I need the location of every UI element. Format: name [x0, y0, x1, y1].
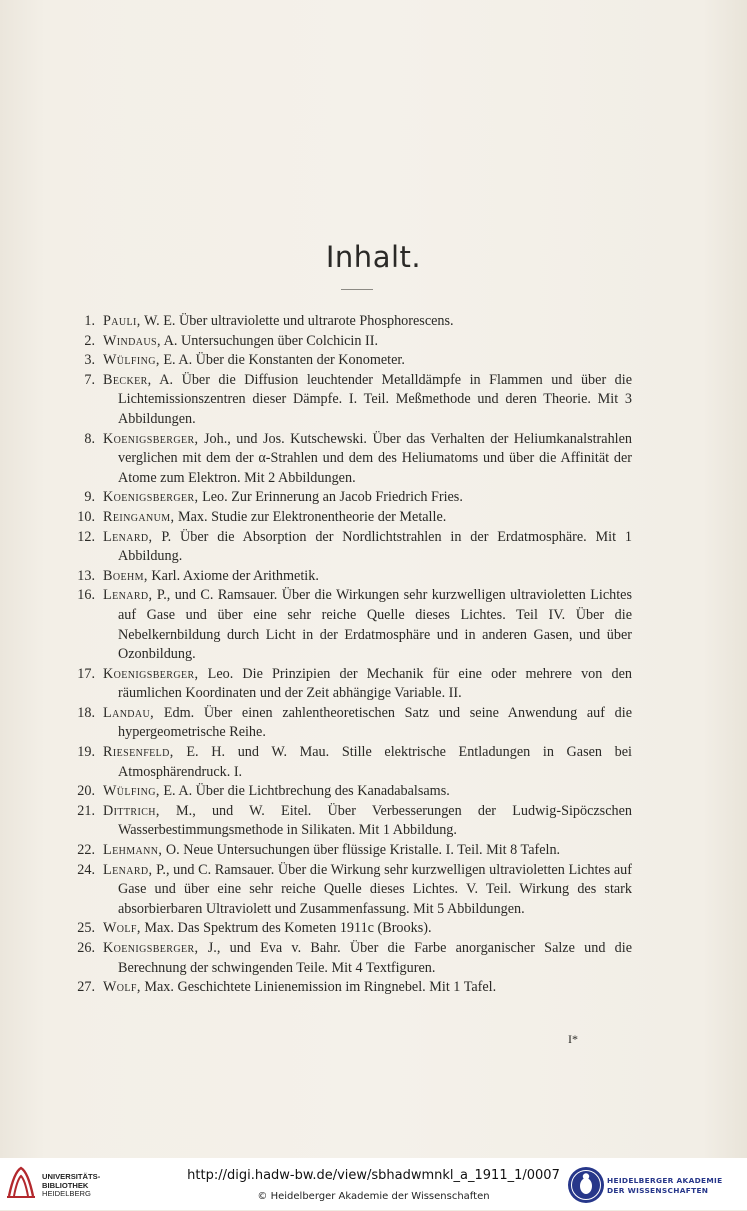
entry-number: 17. [77, 665, 95, 682]
entry-text [103, 351, 632, 371]
entry-text [103, 488, 632, 508]
toc-entry [70, 488, 632, 508]
entry-author: Wolf, [103, 920, 141, 937]
entry-author: Lenard, [103, 528, 153, 545]
entry-number: 25. [77, 920, 95, 937]
entry-author: Windaus, [103, 332, 161, 349]
entry-text [103, 508, 632, 528]
entry-author: Boehm, [103, 567, 148, 584]
entry-number: 12. [77, 528, 95, 545]
toc-entry [70, 841, 632, 861]
toc-entry [70, 802, 632, 841]
entry-text [103, 332, 632, 352]
entry-author: Lenard, [103, 587, 153, 604]
entry-author: Koenigsberger, [103, 430, 199, 447]
entry-text [103, 371, 632, 430]
entry-title: Leo. Zur Erinnerung an Jacob Friedrich Fries. [198, 489, 463, 506]
entry-number: 8. [84, 430, 95, 447]
entry-number: 16. [77, 587, 95, 604]
title-rule [341, 289, 373, 290]
entry-number: 2. [84, 332, 95, 349]
page-title: Inhalt. [325, 240, 422, 274]
entry-number: 24. [77, 861, 95, 878]
toc-entry [70, 665, 632, 704]
academy-logo-line-2: DER WISSENSCHAFTEN [607, 1186, 709, 1195]
toc-entry [70, 528, 632, 567]
entry-number: 26. [77, 940, 95, 956]
entry-text [103, 586, 632, 664]
entry-title: Max. Studie zur Elektronentheorie der Metalle. [174, 508, 447, 525]
entry-text [103, 743, 632, 782]
entry-author: Lehmann, [103, 842, 163, 859]
toc-entry [70, 567, 632, 587]
entry-number: 27. [77, 979, 95, 996]
entry-title: P., und C. Ramsauer. Über die Wirkung sehr kurzwelligen ultravioletten Lichtes auf Gase und über eine sehr reiche Quelle dieses Lichtes. V. Teil. Wirkung des stark absorbierbaren Ultraviolett und Zusammenfassung. Mit 5 Abbildungen. [118, 861, 632, 917]
entry-number: 19. [77, 744, 95, 761]
entry-author: Wülfing, [103, 783, 160, 800]
entry-author: Wolf, [103, 979, 141, 996]
toc-entry [70, 861, 632, 920]
entry-title: E. H. und W. Mau. Stille elektrische Entladungen in Gasen bei Atmosphärendruck. I. [118, 744, 632, 780]
entry-number: 3. [84, 352, 95, 369]
toc-entry [70, 586, 632, 664]
entry-text [103, 802, 632, 841]
entry-author: Dittrich, [103, 802, 160, 819]
entry-author: Koenigsberger, [103, 665, 199, 682]
entry-text [103, 841, 632, 861]
signature-mark: I* [568, 1032, 578, 1046]
entry-title: A. Untersuchungen über Colchicin II. [160, 332, 379, 349]
entry-title: Max. Geschichtete Linienemission im Ringnebel. Mit 1 Tafel. [140, 979, 497, 996]
entry-author: Wülfing, [103, 352, 160, 369]
toc-entry [70, 939, 632, 978]
toc-entry [70, 782, 632, 802]
entry-author: Becker, [103, 371, 152, 388]
entry-title: Leo. Die Prinzipien der Mechanik für eine oder mehrere von den räumlichen Koordinaten und der Zeit abhängige Variable. II. [118, 665, 632, 702]
entry-number: 20. [77, 783, 95, 800]
entry-text [103, 919, 632, 939]
academy-seal-icon [567, 1164, 605, 1206]
entry-title: P. Über die Absorption der Nordlichtstrahlen in der Erdatmosphäre. Mit 1 Abbildung. [118, 528, 632, 565]
entry-title: Karl. Axiome der Arithmetik. [147, 567, 319, 584]
toc-entry [70, 508, 632, 528]
entry-author: Lenard, [103, 861, 153, 878]
entry-text [103, 704, 632, 743]
ub-logo-line-3: HEIDELBERG [42, 1189, 91, 1199]
copyright-notice: © Heidelberger Akademie der Wissenschaften [257, 1191, 490, 1202]
entry-title: Edm. Über einen zahlentheoretischen Satz und seine Anwendung auf die hypergeometrische Reihe. [118, 704, 632, 741]
academy-logo-line-1: HEIDELBERGER AKADEMIE [607, 1176, 723, 1185]
entry-author: Koenigsberger, [103, 940, 199, 956]
entry-text [103, 861, 632, 920]
entry-number: 21. [77, 802, 95, 819]
entry-title: E. A. Über die Konstanten der Konometer. [159, 352, 405, 369]
entry-number: 10. [77, 508, 95, 525]
entry-text [103, 978, 632, 998]
entry-text [103, 430, 632, 489]
entry-title: W. E. Über ultraviolette und ultrarote Phosphorescens. [140, 313, 454, 329]
entry-author: Riesenfeld, [103, 744, 174, 761]
toc-entry [70, 704, 632, 743]
entry-text [103, 567, 632, 587]
entry-title: O. Neue Untersuchungen über flüssige Kristalle. I. Teil. Mit 8 Tafeln. [162, 842, 561, 859]
toc-entry [70, 430, 632, 489]
entry-title: M., und W. Eitel. Über Verbesserungen der Ludwig-Sipöczschen Wasserbestimmungsmethode in Silikaten. Mit 1 Abbildung. [118, 802, 632, 839]
footer-bar [0, 1158, 747, 1210]
toc-entry [70, 919, 632, 939]
entry-text [103, 312, 632, 332]
ub-logo-line-1: UNIVERSITÄTS- [42, 1172, 101, 1181]
ub-logo-line-2: BIBLIOTHEK [42, 1180, 89, 1190]
toc-entry [70, 978, 632, 998]
entry-title: Max. Das Spektrum des Kometen 1911c (Brooks). [140, 920, 432, 937]
entry-title: P., und C. Ramsauer. Über die Wirkungen sehr kurzwelligen ultravioletten Lichtes auf Gase und über eine sehr reiche Quelle dieses Lichtes. Teil IV. Über die Nebelkernbildung durch Licht in der Erdatmosphäre und in anderen Gasen, und über Ozonbildung. [118, 587, 632, 663]
entry-author: Pauli, [103, 313, 141, 329]
academy-logo[interactable] [567, 1164, 743, 1206]
toc-entry [70, 371, 632, 430]
permalink-url[interactable]: http://digi.hadw-bw.de/view/sbhadwmnkl_a_1911_1/0007 [187, 1168, 560, 1183]
toc-entry [70, 312, 632, 332]
entry-title: Joh., und Jos. Kutschewski. Über das Verhalten der Heliumkanalstrahlen verglichen mit dem der α-Strahlen und dem des Heliumatoms und über die Affinität der Atome zum Elektron. Mit 2 Abbildungen. [118, 430, 632, 486]
entry-number: 9. [84, 489, 95, 506]
entry-number: 18. [77, 704, 95, 721]
entry-number: 7. [84, 371, 95, 388]
entry-text [103, 939, 632, 978]
table-of-contents [70, 312, 632, 998]
entry-number: 13. [77, 567, 95, 584]
entry-title: J., und Eva v. Bahr. Über die Farbe anorganischer Salze und die Berechnung der schwingenden Teile. Mit 4 Textfiguren. [118, 940, 632, 976]
entry-number: 1. [84, 313, 95, 329]
entry-text [103, 665, 632, 704]
entry-title: A. Über die Diffusion leuchtender Metalldämpfe in Flammen und über die Lichtemissionszentren dieser Dämpfe. I. Teil. Meßmethode und deren Theorie. Mit 3 Abbildungen. [118, 371, 632, 427]
entry-text [103, 528, 632, 567]
entry-author: Landau, [103, 704, 155, 721]
entry-author: Reinganum, [103, 508, 175, 525]
entry-text [103, 782, 632, 802]
toc-entry [70, 743, 632, 782]
entry-author: Koenigsberger, [103, 489, 199, 506]
toc-entry [70, 332, 632, 352]
toc-entry [70, 351, 632, 371]
entry-number: 22. [77, 842, 95, 859]
entry-title: E. A. Über die Lichtbrechung des Kanadabalsams. [159, 783, 450, 800]
